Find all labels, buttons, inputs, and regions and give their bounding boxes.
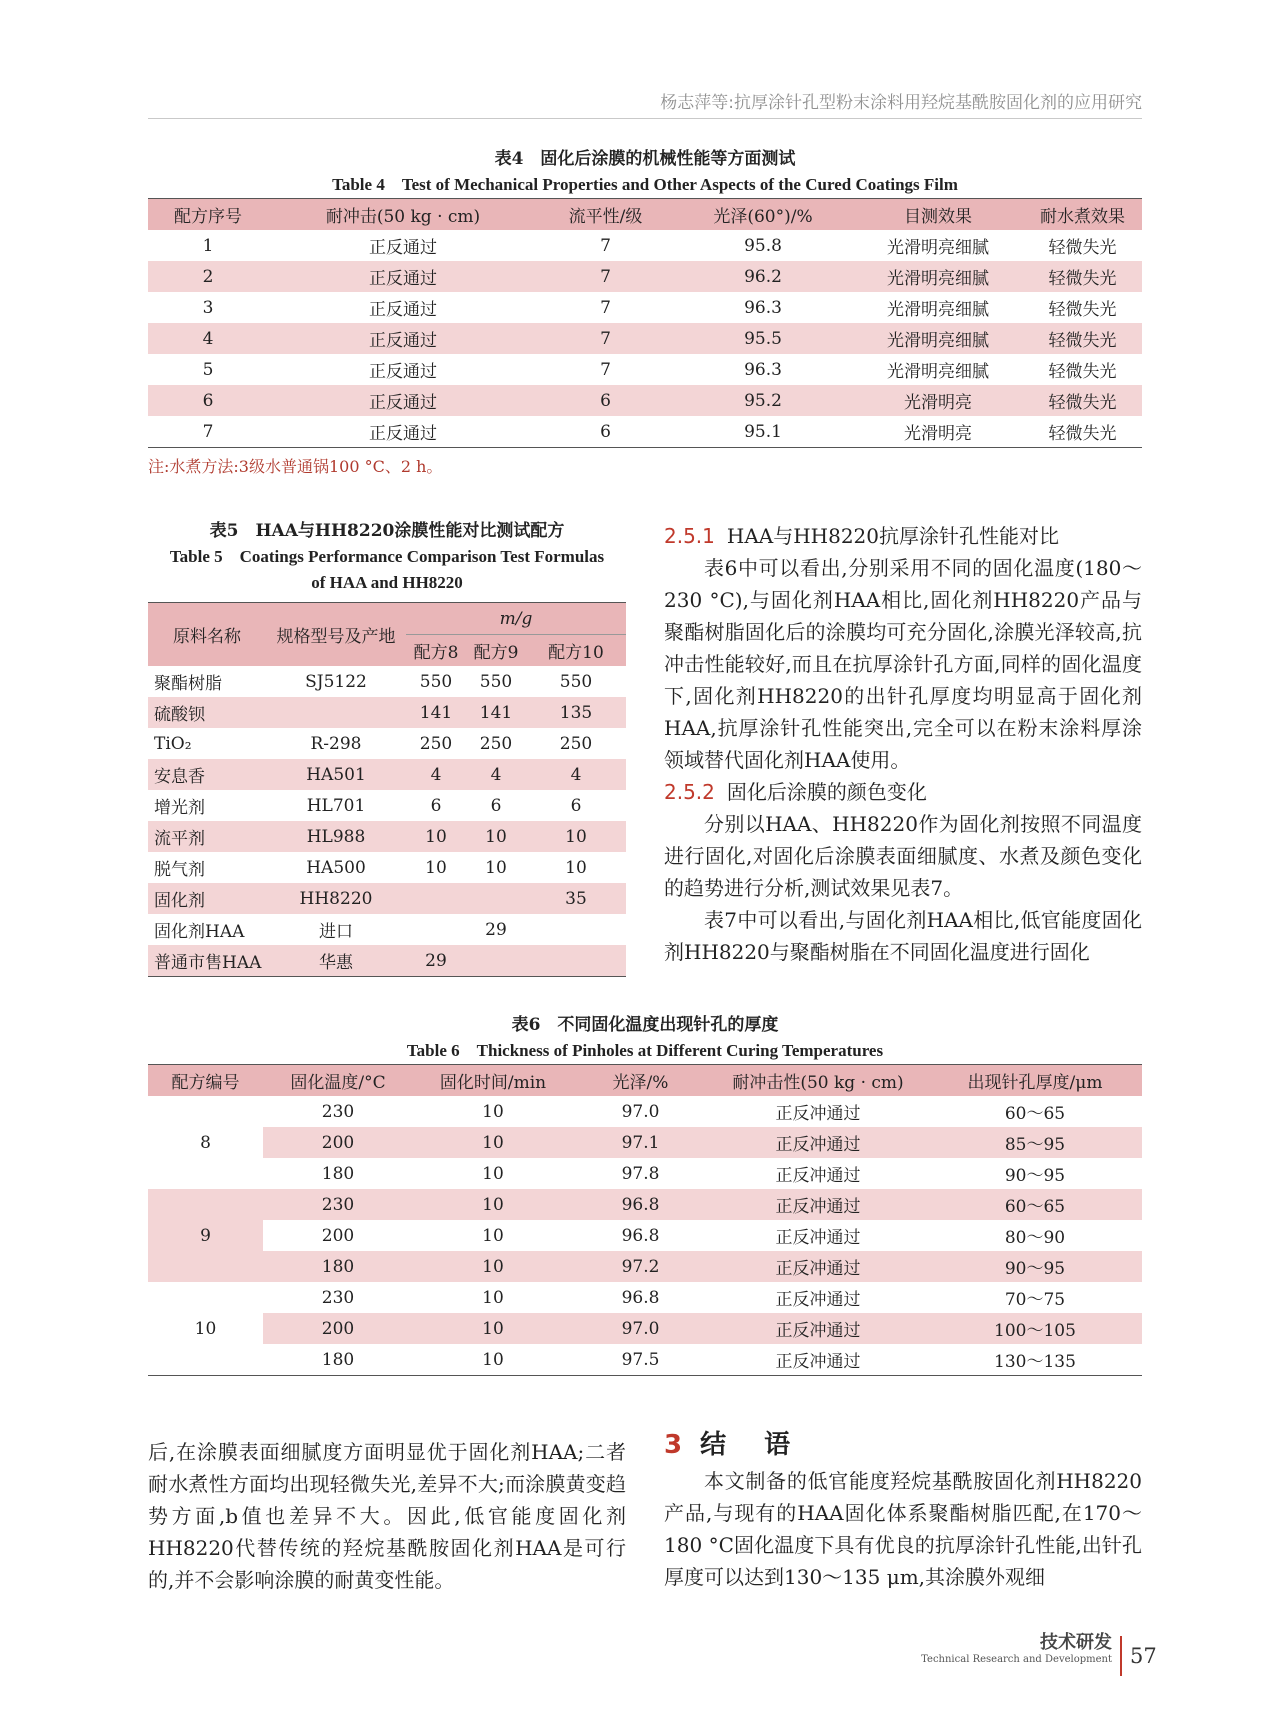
table5-cell: 6 xyxy=(490,795,502,816)
table6-cell: 97.5 xyxy=(621,1349,660,1370)
table4-cell: 轻微失光 xyxy=(1048,424,1117,444)
table4-cell: 光滑明亮细腻 xyxy=(887,300,989,320)
table5-cell xyxy=(526,945,626,977)
table6-cell: 180 xyxy=(321,1163,355,1184)
table6-cell: 10 xyxy=(413,1189,573,1220)
table4-cell: 光滑明亮 xyxy=(853,385,1023,416)
table4 xyxy=(148,198,1142,448)
table6-cell: 10 xyxy=(482,1287,504,1308)
table5-cell: 550 xyxy=(559,671,593,692)
page-number: 57 xyxy=(1120,1636,1157,1676)
table4-cell: 7 xyxy=(600,359,611,380)
table4-caption-en: Table 4 Test of Mechanical Properties and Other Aspects of the Cured Coatings Film xyxy=(332,175,958,194)
table5-cell xyxy=(266,697,406,728)
table5-cell: 固化剂 xyxy=(148,883,266,914)
table5-cell: 固化剂HAA xyxy=(154,922,245,942)
table6-cell: 180 xyxy=(263,1251,413,1282)
table6-row xyxy=(148,1313,1142,1344)
table4-cell: 正反通过 xyxy=(369,238,437,258)
table4-row xyxy=(148,230,1142,261)
table6-cell: 10 xyxy=(413,1251,573,1282)
table6-row xyxy=(148,1096,1142,1127)
table6-cell: 正反冲通过 xyxy=(775,1166,861,1186)
table5-header-row xyxy=(148,603,626,635)
table4-row xyxy=(148,323,1142,354)
table6-cell: 60～65 xyxy=(928,1189,1142,1220)
table4-body xyxy=(148,230,1142,448)
table4-block xyxy=(148,146,1142,477)
table6-row xyxy=(148,1220,1142,1251)
bottom-left-column xyxy=(148,1436,626,1596)
table5-cell: 脱气剂 xyxy=(154,860,205,880)
table6-cell: 10 xyxy=(413,1313,573,1344)
table4-cell: 4 xyxy=(148,323,268,354)
table6-cell: 96.8 xyxy=(621,1225,660,1246)
table6-row xyxy=(148,1127,1142,1158)
table6-row xyxy=(148,1189,1142,1220)
table6-cell: 96.8 xyxy=(621,1287,660,1308)
table4-cell: 3 xyxy=(202,297,214,318)
table5-cell: 6 xyxy=(570,795,582,816)
table4-header-row xyxy=(148,199,1142,231)
table5-header-f10: 配方10 xyxy=(526,635,626,667)
table4-cell: 95.2 xyxy=(673,385,853,416)
table6-cell: 85～95 xyxy=(928,1127,1142,1158)
table4-cell: 轻微失光 xyxy=(1023,385,1142,416)
table6-header-cell: 固化时间/min xyxy=(413,1065,573,1097)
table5-header-f8: 配方8 xyxy=(406,635,466,667)
table6-row xyxy=(148,1251,1142,1282)
table4-note: 注:水煮方法:3级水普通锅100 °C、2 h。 xyxy=(148,457,443,476)
section-2-5-2-title: 固化后涂膜的颜色变化 xyxy=(726,780,927,804)
table5-cell: HA501 xyxy=(266,759,406,790)
table5-row xyxy=(148,666,626,697)
table4-cell: 96.3 xyxy=(744,359,782,380)
table5-row xyxy=(148,883,626,914)
table5-cell: 29 xyxy=(406,945,466,977)
section-2-5-1-title: HAA与HH8220抗厚涂针孔性能对比 xyxy=(726,524,1059,548)
table5-cell: 普通市售HAA xyxy=(148,945,266,977)
table6-cell: 96.8 xyxy=(573,1189,708,1220)
table6-row xyxy=(148,1158,1142,1189)
table4-cell: 95.8 xyxy=(744,235,782,256)
table6-header-cell: 出现针孔厚度/μm xyxy=(928,1065,1142,1097)
table6-header-cell: 光泽/% xyxy=(573,1065,708,1097)
table5-cell: 进口 xyxy=(319,922,353,942)
table6-cell: 正反冲通过 xyxy=(708,1189,928,1220)
section-2-5-2-number: 2.5.2 xyxy=(664,780,715,804)
table5-header-f9: 配方9 xyxy=(466,635,526,667)
table5-cell: 华惠 xyxy=(266,945,406,977)
table5-cell: HL988 xyxy=(266,821,406,852)
section-2-5-1-text: 表6中可以看出,分别采用不同的固化温度(180～230 °C),与固化剂HAA相比,固化剂HH8220产品与聚酯树脂固化后的涂膜均可充分固化,涂膜光泽较高,抗冲击性能较好,而且在抗厚涂针孔方面,同样的固化温度下,固化剂HH8220的出针孔厚度均明显高于固化剂HAA,抗厚涂针孔性能突出,完全可以在粉末涂料厚涂领域替代固化剂HAA使用。 xyxy=(664,556,1142,772)
table6-cell: 97.1 xyxy=(573,1127,708,1158)
table5-cell: 硫酸钡 xyxy=(148,697,266,728)
table5-cell: 10 xyxy=(406,821,466,852)
table6-cell: 正反冲通过 xyxy=(775,1290,861,1310)
table6-header-cell: 固化温度/°C xyxy=(263,1065,413,1097)
table6-cell: 10 xyxy=(482,1349,504,1370)
table6-cell: 200 xyxy=(321,1225,355,1246)
table5-header-group: m/g xyxy=(406,603,626,635)
table5-cell: 4 xyxy=(406,759,466,790)
table6-caption-zh: 表6 不同固化温度出现针孔的厚度 xyxy=(511,1015,779,1035)
table5-cell: 29 xyxy=(485,919,507,940)
table6-block xyxy=(148,1012,1142,1376)
footer-title-zh: 技术研发 xyxy=(1040,1632,1112,1653)
table4-cell: 轻微失光 xyxy=(1048,300,1117,320)
table6-cell: 正反冲通过 xyxy=(708,1127,928,1158)
table4-cell: 95.1 xyxy=(744,421,782,442)
table5-cell: 增光剂 xyxy=(154,798,205,818)
table4-cell: 7 xyxy=(538,261,673,292)
table5-caption-en-2: of HAA and HH8220 xyxy=(311,573,463,592)
table5-cell: 141 xyxy=(406,697,466,728)
table6-cell: 97.0 xyxy=(621,1101,660,1122)
table5-cell: 聚酯树脂 xyxy=(154,674,222,694)
section-2-5-2-text-2: 表7中可以看出,与固化剂HAA相比,低官能度固化剂HH8220与聚酯树脂在不同固化温度进行固化 xyxy=(664,908,1142,964)
table4-row xyxy=(148,416,1142,448)
table6-cell: 97.2 xyxy=(573,1251,708,1282)
table5-cell: 10 xyxy=(485,857,507,878)
table6-cell: 10 xyxy=(482,1225,504,1246)
table4-row xyxy=(148,354,1142,385)
table5-row xyxy=(148,697,626,728)
table4-cell: 6 xyxy=(148,385,268,416)
table4-header-cell: 流平性/级 xyxy=(538,199,673,231)
table6-cell: 100～105 xyxy=(928,1313,1142,1344)
table4-header-cell: 配方序号 xyxy=(148,199,268,231)
table5-cell: 250 xyxy=(479,733,513,754)
table5-caption-en-1: Table 5 Coatings Performance Comparison Test Formulas xyxy=(169,547,605,566)
table5-cell: 4 xyxy=(526,759,626,790)
table6-cell: 60～65 xyxy=(1004,1104,1066,1124)
table4-cell: 正反通过 xyxy=(369,362,437,382)
table5 xyxy=(148,602,626,977)
table5-body xyxy=(148,666,626,977)
table5-row xyxy=(148,914,626,945)
table6-row xyxy=(148,1344,1142,1376)
table5-block xyxy=(148,518,626,977)
table6-group-id: 10 xyxy=(148,1282,263,1376)
table5-cell: 10 xyxy=(565,857,587,878)
table6-cell: 80～90 xyxy=(1004,1228,1066,1248)
table5-row xyxy=(148,852,626,883)
table6-header-cell: 耐冲击性(50 kg · cm) xyxy=(708,1065,928,1097)
table4-cell: 轻微失光 xyxy=(1048,238,1117,258)
running-title: 杨志萍等:抗厚涂针孔型粉末涂料用羟烷基酰胺固化剂的应用研究 xyxy=(660,93,1142,113)
table4-cell: 轻微失光 xyxy=(1023,261,1142,292)
table6-cell: 97.0 xyxy=(573,1313,708,1344)
table5-cell: 4 xyxy=(466,759,526,790)
section-2-5-2-text-1: 分别以HAA、HH8220作为固化剂按照不同温度进行固化,对固化后涂膜表面细腻度、水煮及颜色变化的趋势进行分析,测试效果见表7。 xyxy=(664,812,1142,900)
table5-cell: R-298 xyxy=(310,733,362,754)
table5-header-name: 原料名称 xyxy=(148,603,266,667)
bottom-left-text: 后,在涂膜表面细腻度方面明显优于固化剂HAA;二者耐水煮性方面均出现轻微失光,差异不大;而涂膜黄变趋势方面,b值也差异不大。因此,低官能度固化剂HH8220代替传统的羟烷基酰胺固化剂HAA是可行的,并不会影响涂膜的耐黄变性能。 xyxy=(148,1440,626,1592)
table4-row xyxy=(148,385,1142,416)
table6-cell: 200 xyxy=(263,1127,413,1158)
table4-header-cell: 光泽(60°)/% xyxy=(673,199,853,231)
table4-cell: 正反通过 xyxy=(369,424,437,444)
table5-caption-zh: 表5 HAA与HH8220涂膜性能对比测试配方 xyxy=(209,521,565,541)
table6-cell: 230 xyxy=(263,1189,413,1220)
section-2-5-1-heading xyxy=(664,520,1142,552)
table5-cell: 250 xyxy=(419,733,453,754)
table4-cell: 光滑明亮细腻 xyxy=(853,323,1023,354)
table4-cell: 95.5 xyxy=(673,323,853,354)
table4-row xyxy=(148,261,1142,292)
table6-cell: 90～95 xyxy=(1004,1166,1066,1186)
table6-caption-en: Table 6 Thickness of Pinholes at Different Curing Temperatures xyxy=(406,1041,884,1060)
table4-cell: 6 xyxy=(538,385,673,416)
table5-cell: TiO₂ xyxy=(154,733,192,754)
table5-cell: 35 xyxy=(526,883,626,914)
section-2-5-2-heading xyxy=(664,776,1142,808)
table6-row xyxy=(148,1282,1142,1313)
table5-row xyxy=(148,728,626,759)
table5-cell: 10 xyxy=(526,821,626,852)
table6-header-cell: 配方编号 xyxy=(148,1065,263,1097)
table5-cell xyxy=(466,945,526,977)
table5-cell xyxy=(406,914,466,945)
table4-cell: 正反通过 xyxy=(268,385,538,416)
table5-cell: 流平剂 xyxy=(148,821,266,852)
table6-body xyxy=(148,1096,1142,1376)
footer-title-en: Technical Research and Development xyxy=(921,1654,1112,1665)
table5-cell: 250 xyxy=(559,733,593,754)
table6-cell: 10 xyxy=(413,1127,573,1158)
table5-row xyxy=(148,821,626,852)
table5-cell: 安息香 xyxy=(148,759,266,790)
table5-cell: HL701 xyxy=(306,795,366,816)
table4-cell: 7 xyxy=(202,421,214,442)
table6-cell: 70～75 xyxy=(1004,1290,1066,1310)
table5-header-spec: 规格型号及产地 xyxy=(266,603,406,667)
table4-header-cell: 耐水煮效果 xyxy=(1023,199,1142,231)
table6-cell: 正反冲通过 xyxy=(775,1104,861,1124)
table4-cell: 96.2 xyxy=(673,261,853,292)
table4-cell: 光滑明亮细腻 xyxy=(853,261,1023,292)
table4-cell: 7 xyxy=(600,235,611,256)
table4-header-cell: 耐冲击(50 kg · cm) xyxy=(268,199,538,231)
table4-cell: 6 xyxy=(600,421,611,442)
table6-cell: 90～95 xyxy=(928,1251,1142,1282)
bottom-right-column xyxy=(664,1424,1142,1593)
table5-row xyxy=(148,790,626,821)
table5-cell: 6 xyxy=(430,795,442,816)
table6-cell: 230 xyxy=(321,1101,355,1122)
table4-caption-zh: 表4 固化后涂膜的机械性能等方面测试 xyxy=(494,149,796,169)
table4-cell: 7 xyxy=(600,297,611,318)
table4-row xyxy=(148,292,1142,323)
table6-cell: 10 xyxy=(482,1163,504,1184)
table4-cell: 1 xyxy=(202,235,214,256)
table4-cell: 正反通过 xyxy=(369,300,437,320)
table6-group-id: 9 xyxy=(148,1189,263,1282)
table6-cell: 230 xyxy=(321,1287,355,1308)
table6-cell: 正反冲通过 xyxy=(708,1313,928,1344)
footer xyxy=(921,1628,1112,1665)
table6-cell: 正反冲通过 xyxy=(775,1228,861,1248)
table6-cell: 10 xyxy=(482,1101,504,1122)
table4-cell: 7 xyxy=(538,323,673,354)
table5-cell: HA500 xyxy=(306,857,366,878)
table4-cell: 轻微失光 xyxy=(1023,323,1142,354)
table6-cell: 正反冲通过 xyxy=(775,1352,861,1372)
table6-cell: 200 xyxy=(263,1313,413,1344)
right-column xyxy=(664,520,1142,968)
section-3-title: 结 语 xyxy=(700,1430,797,1460)
table5-cell: 10 xyxy=(466,821,526,852)
table4-cell: 正反通过 xyxy=(268,323,538,354)
table6 xyxy=(148,1064,1142,1376)
running-header xyxy=(148,88,1142,119)
table6-cell: 正反冲通过 xyxy=(708,1251,928,1282)
section-3-text: 本文制备的低官能度羟烷基酰胺固化剂HH8220产品,与现有的HAA固化体系聚酯树脂匹配,在170～180 °C固化温度下具有优良的抗厚涂针孔性能,出针孔厚度可以达到130～135 μm,其涂膜外观细 xyxy=(664,1469,1142,1589)
table4-cell: 正反通过 xyxy=(268,261,538,292)
table4-cell: 光滑明亮 xyxy=(904,424,972,444)
section-3-heading xyxy=(664,1424,1142,1461)
table6-cell: 97.8 xyxy=(621,1163,660,1184)
section-2-5-1-number: 2.5.1 xyxy=(664,524,715,548)
table4-cell: 5 xyxy=(202,359,214,380)
table4-cell: 光滑明亮细腻 xyxy=(887,238,989,258)
table4-header-cell: 目测效果 xyxy=(853,199,1023,231)
table5-cell: 141 xyxy=(466,697,526,728)
table6-group-id: 8 xyxy=(148,1096,263,1189)
table5-cell: 550 xyxy=(419,671,453,692)
table5-cell: SJ5122 xyxy=(305,671,367,692)
table4-cell: 轻微失光 xyxy=(1048,362,1117,382)
table5-cell xyxy=(466,883,526,914)
table4-cell: 96.3 xyxy=(744,297,782,318)
table5-row xyxy=(148,945,626,977)
table4-cell: 2 xyxy=(148,261,268,292)
table5-cell xyxy=(406,883,466,914)
table6-cell: 130～135 xyxy=(994,1352,1076,1372)
table5-row xyxy=(148,759,626,790)
table5-cell: 10 xyxy=(425,857,447,878)
section-3-number: 3 xyxy=(664,1430,683,1460)
table4-cell: 光滑明亮细腻 xyxy=(887,362,989,382)
table5-cell: 550 xyxy=(479,671,513,692)
table5-cell xyxy=(526,914,626,945)
table5-cell: HH8220 xyxy=(266,883,406,914)
table6-header-row xyxy=(148,1065,1142,1097)
table6-cell: 180 xyxy=(321,1349,355,1370)
table5-cell: 135 xyxy=(526,697,626,728)
